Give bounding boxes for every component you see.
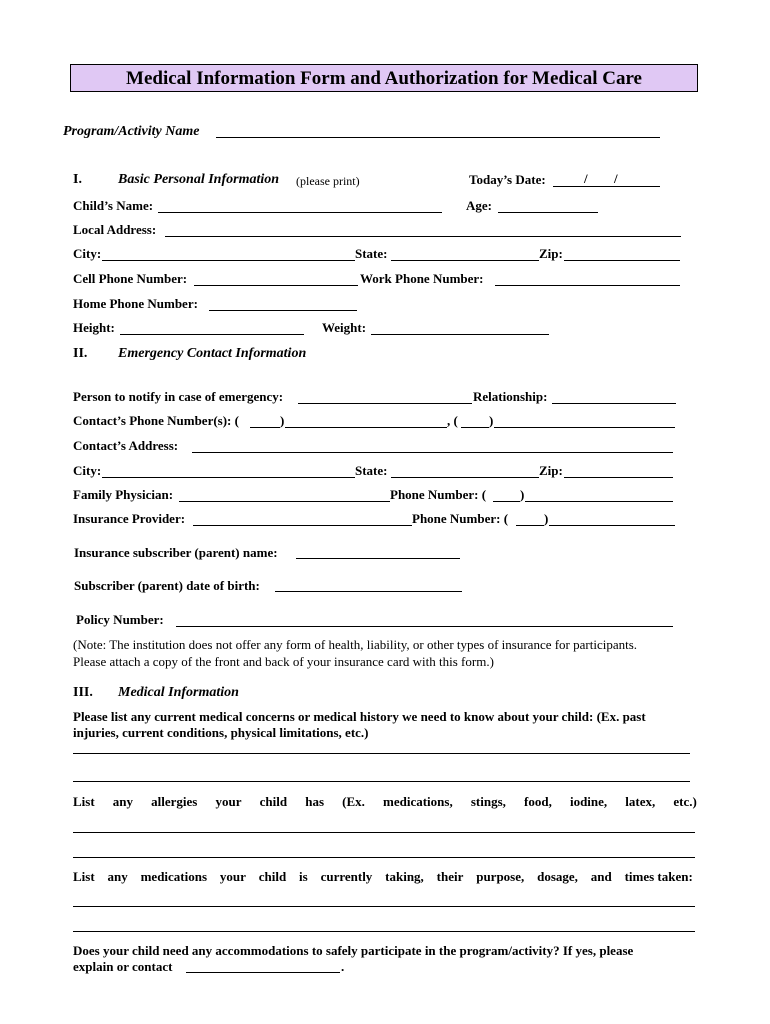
todays-date-label: Today’s Date: [469,172,546,187]
relationship-label: Relationship: [473,389,548,404]
section-2-number: II. [73,346,88,361]
work-phone-label: Work Phone Number: [360,271,484,286]
city-label: City: [73,246,102,261]
insurance-phone-paren: ) [544,511,549,526]
insurance-note-line-2: Please attach a copy of the front and back of your insurance card with this form.) [73,654,494,669]
contact-city-label: City: [73,463,102,478]
cell-phone-field[interactable] [194,285,358,286]
section-2-title: Emergency Contact Information [118,346,307,361]
subscriber-name-label: Insurance subscriber (parent) name: [74,545,278,560]
emergency-person-field[interactable] [298,403,472,404]
medications-line-1[interactable] [73,906,695,907]
allergies-word: (Ex. [342,794,365,809]
weight-field[interactable] [371,334,549,335]
subscriber-dob-label: Subscriber (parent) date of birth: [74,578,260,593]
contact-phone-label: Contact’s Phone Number(s): ( [73,413,239,428]
physician-phone-area[interactable] [493,501,520,502]
home-phone-label: Home Phone Number: [73,296,198,311]
contact-phone-2-field[interactable] [494,427,675,428]
medical-concerns-prompt-1: Please list any current medical concerns or medical history we need to know about your child: (Ex. past [73,709,646,724]
contact-zip-label: Zip: [539,463,563,478]
form-title: Medical Information Form and Authorization for Medical Care [70,64,698,92]
zip-field[interactable] [564,260,680,261]
contact-phone-area-1[interactable] [250,427,280,428]
contact-city-field[interactable] [102,477,355,478]
height-field[interactable] [120,334,304,335]
allergies-word: food, [524,794,552,809]
medications-word: child [258,869,287,884]
contact-phone-area-2[interactable] [461,427,489,428]
todays-date-field[interactable] [553,186,660,187]
medications-word: taking, [385,869,424,884]
subscriber-name-field[interactable] [296,558,460,559]
height-label: Height: [73,320,115,335]
allergies-word: has [305,794,325,809]
allergies-word: latex, [625,794,656,809]
program-label: Program/Activity Name [63,124,200,139]
contact-phone-1-field[interactable] [285,427,447,428]
insurance-provider-label: Insurance Provider: [73,511,186,526]
program-name-field[interactable] [216,137,660,138]
policy-number-field[interactable] [176,626,673,627]
date-separator-2: / [614,171,618,186]
accommodations-prompt-1: Does your child need any accommodations to safely participate in the program/activity? If yes, please [73,943,634,958]
medications-word: and [590,869,612,884]
medications-word: times taken: [624,869,693,884]
physician-phone-paren: ) [520,487,525,502]
allergies-word: child [259,794,288,809]
allergies-prompt [73,794,697,810]
medications-word: purpose, [476,869,525,884]
insurance-note-line-1: (Note: The institution does not offer any form of health, liability, or other types of insurance for participants. [73,637,638,652]
allergies-word: stings, [470,794,506,809]
allergies-word: List [73,794,95,809]
relationship-field[interactable] [552,403,676,404]
physician-field[interactable] [179,501,390,502]
date-separator-1: / [584,171,588,186]
medications-word: is [299,869,308,884]
state-label: State: [355,246,388,261]
subscriber-dob-field[interactable] [275,591,462,592]
insurance-phone-field[interactable] [549,525,675,526]
policy-number-label: Policy Number: [76,612,164,627]
allergies-word: medications, [383,794,453,809]
insurance-phone-area[interactable] [516,525,544,526]
contact-phone-paren-1: ) [280,413,285,428]
contact-zip-field[interactable] [564,477,673,478]
state-field[interactable] [391,260,539,261]
physician-label: Family Physician: [73,487,174,502]
contact-state-label: State: [355,463,388,478]
medications-word: medications [140,869,208,884]
insurance-phone-label: Phone Number: ( [412,511,509,526]
medications-word: your [219,869,246,884]
section-1-number: I. [73,172,82,187]
local-address-field[interactable] [165,236,681,237]
home-phone-field[interactable] [209,310,357,311]
accommodations-prompt-2: explain or contact [73,959,173,974]
medications-word: dosage, [537,869,578,884]
physician-phone-field[interactable] [525,501,673,502]
accommodations-period: . [341,959,345,974]
allergies-line-2[interactable] [73,857,695,858]
contact-state-field[interactable] [391,477,539,478]
work-phone-field[interactable] [495,285,680,286]
cell-phone-label: Cell Phone Number: [73,271,188,286]
allergies-word: allergies [151,794,198,809]
contact-address-label: Contact’s Address: [73,438,179,453]
accommodations-contact-field[interactable] [186,972,340,973]
emergency-person-label: Person to notify in case of emergency: [73,389,284,404]
section-1-title: Basic Personal Information [118,172,280,187]
medications-word: List [73,869,95,884]
section-3-title: Medical Information [118,685,239,700]
physician-phone-label: Phone Number: ( [390,487,487,502]
contact-address-field[interactable] [192,452,673,453]
child-name-field[interactable] [158,212,442,213]
medical-concerns-prompt-2: injuries, current conditions, physical limitations, etc.) [73,725,369,740]
child-name-label: Child’s Name: [73,198,154,213]
contact-phone-paren-2: ) [489,413,494,428]
zip-label: Zip: [539,246,563,261]
section-3-number: III. [73,685,93,700]
medications-word: currently [320,869,373,884]
medical-concerns-line-1[interactable] [73,753,690,754]
insurance-provider-field[interactable] [193,525,412,526]
age-field[interactable] [498,212,598,213]
allergies-word: iodine, [569,794,608,809]
medications-line-2[interactable] [73,931,695,932]
medications-word: their [436,869,464,884]
local-address-label: Local Address: [73,222,157,237]
allergies-word: any [112,794,134,809]
allergies-line-1[interactable] [73,832,695,833]
weight-label: Weight: [322,320,367,335]
section-1-note: (please print) [296,174,360,188]
age-label: Age: [466,198,492,213]
medical-concerns-line-2[interactable] [73,781,690,782]
city-field[interactable] [102,260,355,261]
allergies-word: etc.) [673,794,697,809]
allergies-word: your [215,794,242,809]
contact-phone-separator: , ( [447,413,458,428]
medications-word: any [107,869,128,884]
medications-prompt [73,869,693,885]
